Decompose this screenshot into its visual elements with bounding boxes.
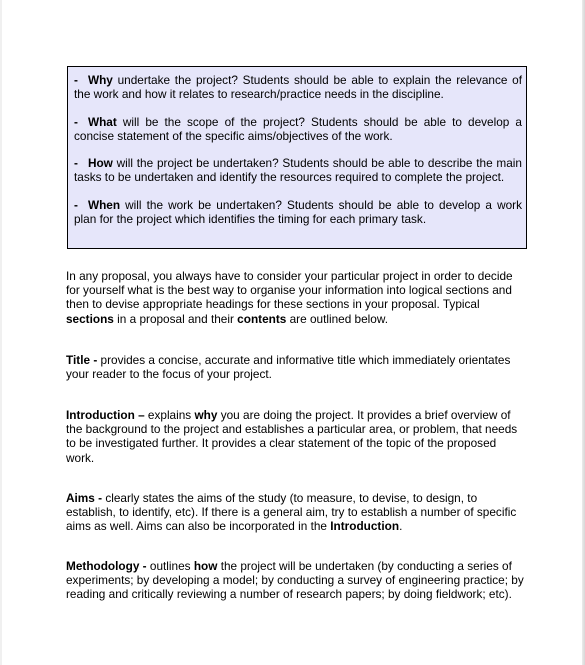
- callout-keyword: When: [87, 197, 121, 212]
- intro-bold-sections: sections: [66, 311, 114, 326]
- section-text: .: [399, 519, 403, 534]
- callout-keyword: Why: [87, 73, 113, 87]
- callout-item-why: [74, 73, 522, 102]
- bullet-dash: -: [74, 197, 78, 212]
- bullet-dash: -: [74, 114, 78, 129]
- section-introduction: [66, 408, 526, 465]
- intro-text: in a proposal and their: [113, 311, 238, 326]
- section-bold: Introduction: [330, 519, 400, 534]
- section-text: outlines: [146, 559, 194, 573]
- callout-item-what: [74, 115, 522, 144]
- callout-text: undertake the project? Students should be able to explain the relevance of the work and how it relates to research/practice needs in the discipline.: [74, 73, 522, 102]
- section-methodology: [66, 559, 526, 602]
- page-left-edge: [0, 0, 2, 665]
- callout-item-how: [74, 156, 522, 185]
- section-heading: Aims -: [66, 491, 103, 505]
- section-text: you are doing the project. It provides a brief overview of the background to the project and establishes a particular area, or problem, that needs to be investigated further. It provides a clear statement of the topic of the proposed work.: [66, 408, 518, 465]
- questions-callout-box: [67, 66, 527, 249]
- section-bold: why: [194, 408, 218, 422]
- callout-keyword: What: [87, 114, 117, 129]
- intro-bold-contents: contents: [237, 311, 287, 326]
- section-text: explains: [144, 408, 195, 422]
- callout-text: will the work be undertaken? Students should be able to develop a work plan for the project which identifies the timing for each primary task.: [74, 197, 522, 226]
- intro-text: are outlined below.: [286, 311, 388, 326]
- section-aims: [66, 491, 526, 534]
- bullet-dash: -: [74, 156, 78, 170]
- section-text: the project will be undertaken (by conducting a series of experiments; by developing a model; by conducting a survey of engineering practice; by reading and critically reviewing a number of research papers; by doing fieldwork; etc).: [66, 559, 524, 602]
- callout-text: will be the scope of the project? Students should be able to develop a concise statement of the specific aims/objectives of the work.: [74, 114, 522, 143]
- callout-item-when: [74, 198, 522, 227]
- section-heading: Title -: [66, 353, 98, 367]
- bullet-dash: -: [74, 73, 78, 87]
- section-heading: Introduction –: [66, 408, 145, 422]
- callout-text: will the project be undertaken? Students should be able to describe the main tasks to be undertaken and identify the resources required to complete the project.: [74, 156, 522, 185]
- section-heading: Methodology -: [66, 559, 147, 573]
- section-title: [66, 353, 526, 381]
- intro-paragraph: [66, 269, 526, 326]
- section-text: provides a concise, accurate and informative title which immediately orientates your reader to the focus of your project.: [66, 353, 511, 382]
- section-bold: how: [193, 559, 218, 573]
- intro-text: In any proposal, you always have to consider your particular project in order to decide for yourself what is the best way to organise your information into logical sections and then to devise appropriate headings for these sections in your proposal. Typical: [66, 269, 513, 312]
- callout-keyword: How: [87, 156, 113, 170]
- section-text: clearly states the aims of the study (to measure, to devise, to design, to establish, to identify, etc). If there is a general aim, try to establish a number of specific aims as well. Aims can also be incorporated in the: [66, 491, 517, 534]
